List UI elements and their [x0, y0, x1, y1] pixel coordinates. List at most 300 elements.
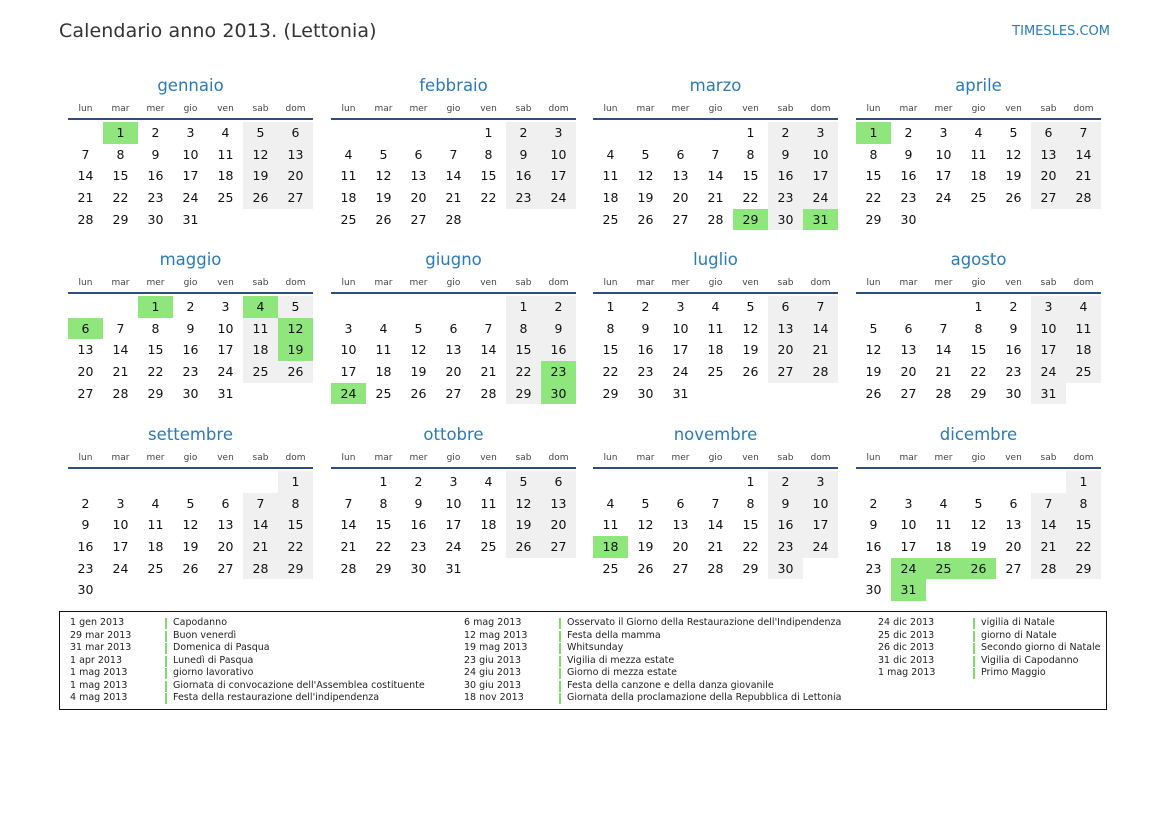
- weekday-label: lun: [341, 278, 356, 288]
- day-cell: 20: [672, 190, 689, 206]
- day-cell: 6: [221, 495, 230, 511]
- day-cell: 9: [506, 144, 541, 166]
- day-cell: 10: [217, 320, 234, 336]
- day-cell: 3: [803, 471, 838, 493]
- day-grid: [331, 294, 576, 404]
- day-cell: 6: [1009, 495, 1018, 511]
- legend-date: 1 mag 2013: [70, 667, 128, 678]
- weekday-label: lun: [78, 453, 93, 463]
- day-cell: 21: [340, 539, 357, 555]
- weekday-label: mar: [636, 453, 655, 463]
- empty-cell: [593, 471, 628, 493]
- weekday-label: gio: [971, 104, 986, 114]
- legend-date: 29 mar 2013: [70, 629, 132, 641]
- weekday-label: sab: [777, 453, 794, 463]
- legend-holiday-name: Festa della canzone e della danza giovanile: [567, 679, 774, 691]
- weekday-header: [68, 278, 313, 294]
- day-cell: 29: [602, 385, 619, 401]
- day-cell: 19: [637, 190, 654, 206]
- holiday-cell: 26: [961, 558, 996, 580]
- month-ottobre: [331, 421, 576, 579]
- month-title: dicembre: [939, 425, 1018, 444]
- day-cell: 21: [707, 539, 724, 555]
- day-cell: 4: [1066, 296, 1101, 318]
- day-cell: 30: [1005, 385, 1022, 401]
- day-cell: 14: [243, 514, 278, 536]
- day-cell: 18: [935, 539, 952, 555]
- day-cell: 17: [900, 539, 917, 555]
- day-cell: 6: [904, 320, 913, 336]
- weekday-label: gio: [971, 453, 986, 463]
- empty-cell: [628, 471, 663, 493]
- day-cell: 23: [182, 364, 199, 380]
- day-grid: [856, 294, 1101, 404]
- day-cell: 8: [506, 318, 541, 340]
- legend-item: [70, 642, 425, 655]
- weekday-label: gio: [446, 104, 461, 114]
- weekday-label: dom: [810, 278, 831, 288]
- weekday-label: mer: [934, 453, 953, 463]
- weekday-label: mer: [409, 453, 428, 463]
- day-cell: 7: [484, 320, 493, 336]
- empty-cell: [436, 122, 471, 144]
- holiday-legend: [59, 611, 1107, 710]
- day-cell: 8: [116, 146, 125, 162]
- weekday-label: gio: [183, 278, 198, 288]
- day-cell: 22: [278, 536, 313, 558]
- day-cell: 17: [1031, 339, 1066, 361]
- day-cell: 6: [541, 471, 576, 493]
- legend-marker: [559, 681, 561, 692]
- day-cell: 18: [707, 342, 724, 358]
- day-cell: 13: [900, 342, 917, 358]
- day-cell: 12: [970, 517, 987, 533]
- day-cell: 17: [182, 168, 199, 184]
- day-cell: 1: [379, 474, 388, 489]
- legend-item: [464, 692, 841, 705]
- day-cell: 7: [243, 493, 278, 515]
- day-cell: 30: [900, 211, 917, 227]
- legend-holiday-name: Capodanno: [173, 617, 228, 628]
- weekday-label: ven: [742, 453, 759, 463]
- day-cell: 20: [410, 190, 427, 206]
- day-cell: 20: [217, 539, 234, 555]
- day-cell: 5: [506, 471, 541, 493]
- day-grid: [856, 469, 1101, 601]
- day-cell: 22: [742, 190, 759, 206]
- day-cell: 11: [217, 146, 234, 162]
- day-cell: 21: [112, 364, 129, 380]
- day-cell: 25: [602, 560, 619, 576]
- legend-item: [464, 667, 841, 680]
- day-cell: 30: [768, 558, 803, 580]
- month-title: maggio: [159, 250, 222, 269]
- day-cell: 27: [672, 211, 689, 227]
- day-cell: 16: [900, 168, 917, 184]
- day-cell: 23: [768, 187, 803, 209]
- weekday-label: sab: [515, 278, 532, 288]
- day-cell: 28: [77, 211, 94, 227]
- legend-date: 23 giu 2013: [464, 654, 521, 666]
- weekday-header: [593, 453, 838, 469]
- day-cell: 15: [1066, 514, 1101, 536]
- day-cell: 14: [707, 517, 724, 533]
- weekday-label: sab: [252, 104, 269, 114]
- day-cell: 7: [939, 320, 948, 336]
- empty-cell: [331, 296, 366, 318]
- day-cell: 18: [480, 517, 497, 533]
- day-cell: 4: [379, 320, 388, 336]
- day-cell: 14: [707, 168, 724, 184]
- day-cell: 28: [707, 560, 724, 576]
- day-cell: 2: [506, 122, 541, 144]
- day-cell: 22: [602, 364, 619, 380]
- day-cell: 9: [768, 493, 803, 515]
- weekday-label: ven: [742, 104, 759, 114]
- day-cell: 13: [541, 493, 576, 515]
- day-cell: 31: [182, 211, 199, 227]
- legend-item: [70, 667, 425, 680]
- weekday-label: lun: [866, 453, 881, 463]
- day-cell: 12: [182, 517, 199, 533]
- day-cell: 31: [672, 385, 689, 401]
- day-cell: 9: [414, 495, 423, 511]
- day-cell: 13: [217, 517, 234, 533]
- day-cell: 28: [480, 385, 497, 401]
- legend-marker: [165, 668, 167, 679]
- holiday-cell: 1: [138, 296, 173, 318]
- day-cell: 29: [278, 558, 313, 580]
- day-cell: 9: [641, 320, 650, 336]
- weekday-label: mar: [374, 104, 393, 114]
- day-grid: [68, 469, 313, 601]
- weekday-label: mer: [146, 104, 165, 114]
- day-cell: 12: [375, 168, 392, 184]
- day-cell: 25: [1066, 361, 1101, 383]
- day-cell: 26: [742, 364, 759, 380]
- day-cell: 25: [707, 364, 724, 380]
- holiday-cell: 31: [891, 579, 926, 601]
- day-cell: 23: [506, 187, 541, 209]
- day-cell: 18: [340, 190, 357, 206]
- day-cell: 8: [974, 320, 983, 336]
- day-cell: 8: [1066, 493, 1101, 515]
- day-cell: 4: [974, 125, 983, 140]
- weekday-label: gio: [183, 104, 198, 114]
- day-cell: 14: [112, 342, 129, 358]
- legend-item: [464, 630, 841, 643]
- empty-cell: [173, 471, 208, 493]
- day-cell: 4: [484, 474, 493, 489]
- legend-holiday-name: giorno di Natale: [981, 629, 1057, 641]
- weekday-label: ven: [217, 104, 234, 114]
- day-cell: 31: [1031, 383, 1066, 405]
- day-cell: 16: [506, 165, 541, 187]
- legend-marker: [165, 631, 167, 642]
- day-cell: 9: [151, 146, 160, 162]
- weekday-label: dom: [1073, 104, 1094, 114]
- legend-holiday-name: giorno lavorativo: [173, 667, 254, 678]
- day-cell: 26: [182, 560, 199, 576]
- legend-holiday-name: Lunedì di Pasqua: [173, 654, 254, 666]
- day-cell: 3: [221, 299, 230, 314]
- weekday-label: sab: [252, 278, 269, 288]
- day-grid: [856, 120, 1101, 230]
- day-cell: 25: [243, 361, 278, 383]
- day-cell: 21: [1066, 165, 1101, 187]
- weekday-label: mar: [899, 453, 918, 463]
- month-aprile: [856, 72, 1101, 230]
- day-cell: 2: [768, 471, 803, 493]
- empty-cell: [208, 471, 243, 493]
- month-marzo: [593, 72, 838, 230]
- day-cell: 13: [1031, 144, 1066, 166]
- day-cell: 26: [375, 211, 392, 227]
- day-cell: 4: [344, 146, 353, 162]
- legend-holiday-name: Festa della mamma: [567, 629, 661, 641]
- day-cell: 24: [803, 536, 838, 558]
- legend-marker: [559, 643, 561, 654]
- day-cell: 22: [742, 539, 759, 555]
- day-cell: 20: [900, 364, 917, 380]
- weekday-header: [593, 278, 838, 294]
- legend-item: [70, 630, 425, 643]
- day-cell: 6: [1031, 122, 1066, 144]
- holiday-cell: 6: [68, 318, 103, 340]
- holiday-cell: 1: [103, 122, 138, 144]
- day-cell: 26: [506, 536, 541, 558]
- day-cell: 10: [1031, 318, 1066, 340]
- day-cell: 11: [375, 342, 392, 358]
- day-cell: 1: [1066, 471, 1101, 493]
- weekday-label: gio: [708, 278, 723, 288]
- day-cell: 16: [1005, 342, 1022, 358]
- legend-marker: [165, 618, 167, 629]
- day-cell: 25: [340, 211, 357, 227]
- day-cell: 19: [506, 514, 541, 536]
- legend-holiday-name: Domenica di Pasqua: [173, 642, 270, 653]
- legend-item: [878, 667, 1101, 680]
- day-cell: 7: [1066, 122, 1101, 144]
- day-cell: 16: [182, 342, 199, 358]
- month-luglio: [593, 246, 838, 404]
- legend-holiday-name: Giornata di convocazione dell'Assemblea costituente: [173, 679, 425, 691]
- day-cell: 13: [1005, 517, 1022, 533]
- weekday-label: gio: [183, 453, 198, 463]
- day-cell: 27: [278, 187, 313, 209]
- empty-cell: [891, 471, 926, 493]
- day-cell: 24: [182, 190, 199, 206]
- legend-holiday-name: Vigilia di mezza estate: [567, 654, 675, 666]
- legend-marker: [165, 656, 167, 667]
- month-title: febbraio: [419, 76, 488, 95]
- holiday-cell: 30: [541, 383, 576, 405]
- empty-cell: [401, 122, 436, 144]
- day-cell: 9: [904, 146, 913, 162]
- day-cell: 23: [637, 364, 654, 380]
- day-cell: 4: [939, 495, 948, 511]
- weekday-header: [331, 104, 576, 120]
- weekday-label: mar: [111, 104, 130, 114]
- day-cell: 4: [221, 125, 230, 140]
- empty-cell: [663, 122, 698, 144]
- day-cell: 2: [768, 122, 803, 144]
- day-cell: 24: [112, 560, 129, 576]
- day-cell: 30: [637, 385, 654, 401]
- day-cell: 10: [541, 144, 576, 166]
- empty-cell: [961, 471, 996, 493]
- legend-date: 12 mag 2013: [464, 629, 528, 641]
- day-cell: 11: [480, 495, 497, 511]
- day-cell: 28: [707, 211, 724, 227]
- month-novembre: [593, 421, 838, 579]
- day-cell: 16: [768, 165, 803, 187]
- holiday-cell: 24: [891, 558, 926, 580]
- day-cell: 26: [637, 211, 654, 227]
- day-cell: 13: [768, 318, 803, 340]
- day-cell: 6: [768, 296, 803, 318]
- day-cell: 3: [344, 320, 353, 336]
- day-cell: 12: [865, 342, 882, 358]
- day-cell: 22: [970, 364, 987, 380]
- day-cell: 17: [217, 342, 234, 358]
- legend-marker: [973, 618, 975, 629]
- day-cell: 5: [379, 146, 388, 162]
- day-cell: 3: [803, 122, 838, 144]
- day-cell: 12: [742, 320, 759, 336]
- weekday-label: lun: [341, 104, 356, 114]
- day-cell: 2: [869, 495, 878, 511]
- legend-date: 19 mag 2013: [464, 642, 528, 653]
- legend-item: [464, 642, 841, 655]
- day-cell: 24: [672, 364, 689, 380]
- empty-cell: [856, 471, 891, 493]
- day-cell: 8: [151, 320, 160, 336]
- site-link[interactable]: TIMESLES.COM: [1012, 24, 1110, 39]
- day-cell: 7: [116, 320, 125, 336]
- day-cell: 7: [711, 495, 720, 511]
- day-cell: 24: [445, 539, 462, 555]
- day-cell: 15: [865, 168, 882, 184]
- weekday-label: lun: [78, 278, 93, 288]
- empty-cell: [366, 296, 401, 318]
- weekday-label: lun: [341, 453, 356, 463]
- legend-item: [70, 680, 425, 693]
- day-cell: 18: [243, 339, 278, 361]
- weekday-label: mer: [146, 278, 165, 288]
- day-cell: 17: [340, 364, 357, 380]
- day-cell: 7: [81, 146, 90, 162]
- day-cell: 26: [637, 560, 654, 576]
- day-cell: 29: [970, 385, 987, 401]
- legend-holiday-name: Giorno di mezza estate: [567, 667, 677, 678]
- day-cell: 27: [541, 536, 576, 558]
- legend-column: [464, 617, 841, 705]
- day-cell: 27: [410, 211, 427, 227]
- empty-cell: [926, 296, 961, 318]
- day-cell: 12: [637, 168, 654, 184]
- day-cell: 18: [970, 168, 987, 184]
- day-cell: 15: [970, 342, 987, 358]
- day-cell: 10: [672, 320, 689, 336]
- legend-date: 30 giu 2013: [464, 679, 521, 691]
- day-cell: 3: [1031, 296, 1066, 318]
- empty-cell: [996, 471, 1031, 493]
- day-cell: 15: [147, 342, 164, 358]
- holiday-cell: 23: [541, 361, 576, 383]
- weekday-label: ven: [217, 453, 234, 463]
- day-cell: 20: [77, 364, 94, 380]
- day-cell: 27: [445, 385, 462, 401]
- weekday-header: [331, 278, 576, 294]
- legend-marker: [559, 693, 561, 704]
- month-agosto: [856, 246, 1101, 404]
- weekday-label: lun: [866, 104, 881, 114]
- day-cell: 2: [1009, 299, 1018, 314]
- weekday-label: sab: [1040, 104, 1057, 114]
- legend-date: 26 dic 2013: [878, 642, 935, 653]
- weekday-header: [856, 453, 1101, 469]
- weekday-label: ven: [217, 278, 234, 288]
- day-cell: 20: [768, 339, 803, 361]
- day-cell: 2: [904, 125, 913, 140]
- month-giugno: [331, 246, 576, 404]
- legend-item: [70, 617, 425, 630]
- weekday-label: mer: [934, 278, 953, 288]
- weekday-label: ven: [1005, 104, 1022, 114]
- day-cell: 23: [77, 560, 94, 576]
- weekday-label: sab: [515, 104, 532, 114]
- empty-cell: [663, 471, 698, 493]
- empty-cell: [103, 471, 138, 493]
- day-cell: 27: [1005, 560, 1022, 576]
- weekday-label: mar: [111, 278, 130, 288]
- day-cell: 7: [711, 146, 720, 162]
- month-title: aprile: [955, 76, 1002, 95]
- day-cell: 23: [865, 560, 882, 576]
- day-cell: 20: [1031, 165, 1066, 187]
- day-cell: 4: [606, 146, 615, 162]
- legend-column: [70, 617, 425, 705]
- day-cell: 14: [480, 342, 497, 358]
- empty-cell: [471, 296, 506, 318]
- day-cell: 26: [1005, 190, 1022, 206]
- weekday-label: ven: [480, 278, 497, 288]
- legend-marker: [973, 668, 975, 679]
- weekday-label: sab: [252, 453, 269, 463]
- day-cell: 14: [1031, 514, 1066, 536]
- legend-date: 18 nov 2013: [464, 692, 524, 703]
- holiday-cell: 25: [926, 558, 961, 580]
- day-cell: 14: [77, 168, 94, 184]
- legend-holiday-name: vigilia di Natale: [981, 617, 1055, 628]
- empty-cell: [628, 122, 663, 144]
- day-cell: 19: [742, 342, 759, 358]
- holiday-cell: 24: [331, 383, 366, 405]
- day-cell: 27: [1031, 187, 1066, 209]
- day-cell: 5: [641, 495, 650, 511]
- day-cell: 25: [970, 190, 987, 206]
- day-cell: 14: [803, 318, 838, 340]
- empty-cell: [138, 471, 173, 493]
- day-cell: 9: [1009, 320, 1018, 336]
- day-cell: 18: [602, 190, 619, 206]
- day-cell: 23: [768, 536, 803, 558]
- weekday-label: dom: [810, 104, 831, 114]
- day-cell: 19: [375, 190, 392, 206]
- day-cell: 30: [77, 582, 94, 598]
- day-cell: 6: [676, 495, 685, 511]
